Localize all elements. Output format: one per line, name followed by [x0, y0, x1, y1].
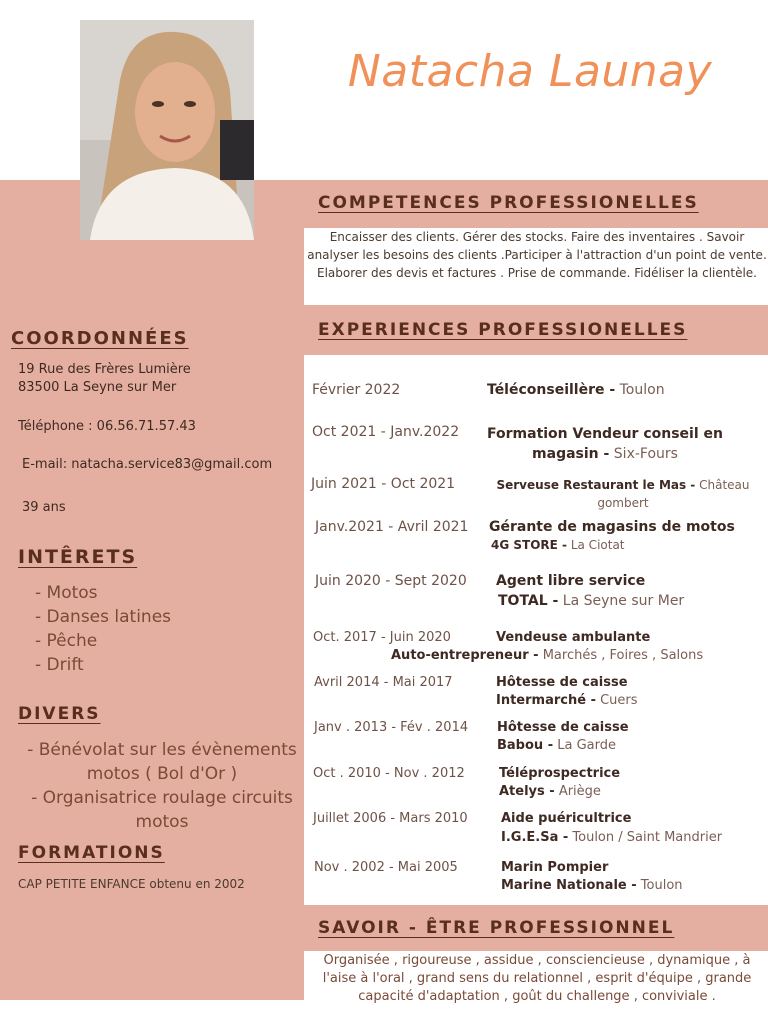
email-line: E-mail: natacha.service83@gmail.com [22, 457, 273, 472]
interet-item: - Danses latines [35, 607, 172, 627]
exp-date: Février 2022 [312, 382, 401, 398]
formations-text: CAP PETITE ENFANCE obtenu en 2002 [18, 877, 245, 891]
age-line: 39 ans [22, 500, 66, 515]
exp-date: Avril 2014 - Mai 2017 [314, 675, 453, 690]
interet-item: - Drift [35, 655, 84, 675]
exp-date: Juin 2021 - Oct 2021 [311, 476, 456, 492]
phone-line: Téléphone : 06.56.71.57.43 [18, 419, 196, 434]
exp-role: Téléprospectrice [499, 766, 621, 781]
exp-date: Juillet 2006 - Mars 2010 [313, 811, 468, 826]
interet-item: - Pêche [35, 631, 98, 651]
exp-date: Oct. 2017 - Juin 2020 [313, 630, 451, 645]
exp-role: Hôtesse de caisse [496, 675, 628, 690]
savoir-title: SAVOIR - ÊTRE PROFESSIONNEL [318, 918, 675, 938]
divers-item: - Organisatrice roulage circuits motos [31, 788, 293, 832]
exp-role: Serveuse Restaurant le Mas - Château gombert [496, 478, 750, 510]
address-line-2: 83500 La Seyne sur Mer [18, 380, 177, 395]
interet-item: - Motos [35, 583, 98, 603]
exp-role: Marin Pompier [501, 860, 609, 875]
exp-role: Hôtesse de caisse [497, 720, 629, 735]
coordonnees-title: COORDONNÉES [11, 328, 189, 349]
exp-company: 4G STORE - La Ciotat [491, 538, 625, 552]
exp-date: Oct . 2010 - Nov . 2012 [313, 766, 465, 781]
exp-date: Nov . 2002 - Mai 2005 [314, 860, 458, 875]
exp-role: Formation Vendeur conseil en magasin - Six-Fours [487, 426, 723, 462]
divers-item: - Bénévolat sur les évènements motos ( Bol d'Or ) [27, 740, 297, 784]
exp-company: Auto-entrepreneur - Marchés , Foires , Salons [391, 648, 704, 663]
competences-title: COMPETENCES PROFESSIONELLES [318, 193, 699, 213]
formations-title: FORMATIONS [18, 843, 165, 863]
exp-company: TOTAL - La Seyne sur Mer [498, 593, 685, 609]
exp-date: Oct 2021 - Janv.2022 [312, 424, 460, 440]
interets-title: INTÊRETS [18, 546, 138, 568]
exp-company: I.G.E.Sa - Toulon / Saint Mandrier [501, 830, 723, 845]
profile-photo [80, 20, 254, 240]
address-line-1: 19 Rue des Frères Lumière [18, 362, 191, 377]
exp-company: Marine Nationale - Toulon [501, 878, 683, 893]
experiences-title: EXPERIENCES PROFESSIONELLES [318, 320, 688, 340]
competences-text: Encaisser des clients. Gérer des stocks. Faire des inventaires . Savoir analyser les besoins des clients .Participer à l'attraction d'un point de vente. Elaborer des devis et factures . Prise de commande. Fidéliser la clientèle. [307, 230, 767, 280]
exp-date: Janv . 2013 - Fév . 2014 [314, 720, 469, 735]
exp-company: Babou - La Garde [497, 738, 616, 753]
exp-role: Agent libre service [496, 573, 646, 589]
savoir-text: Organisée , rigoureuse , assidue , consciencieuse , dynamique , à l'aise à l'oral , grand sens du relationnel , esprit d'équipe , grande capacité d'adaptation , goût du challenge , conviviale . [322, 953, 752, 1004]
divers-title: DIVERS [18, 704, 101, 724]
person-name: Natacha Launay [347, 46, 713, 97]
exp-role: Vendeuse ambulante [496, 630, 651, 645]
exp-role: Aide puéricultrice [501, 811, 632, 826]
exp-role: Gérante de magasins de motos [489, 519, 735, 535]
exp-role: Téléconseillère - Toulon [487, 382, 665, 398]
exp-company: Intermarché - Cuers [496, 693, 638, 708]
exp-company: Atelys - Ariège [499, 784, 601, 799]
exp-date: Juin 2020 - Sept 2020 [315, 573, 467, 589]
exp-date: Janv.2021 - Avril 2021 [315, 519, 469, 535]
